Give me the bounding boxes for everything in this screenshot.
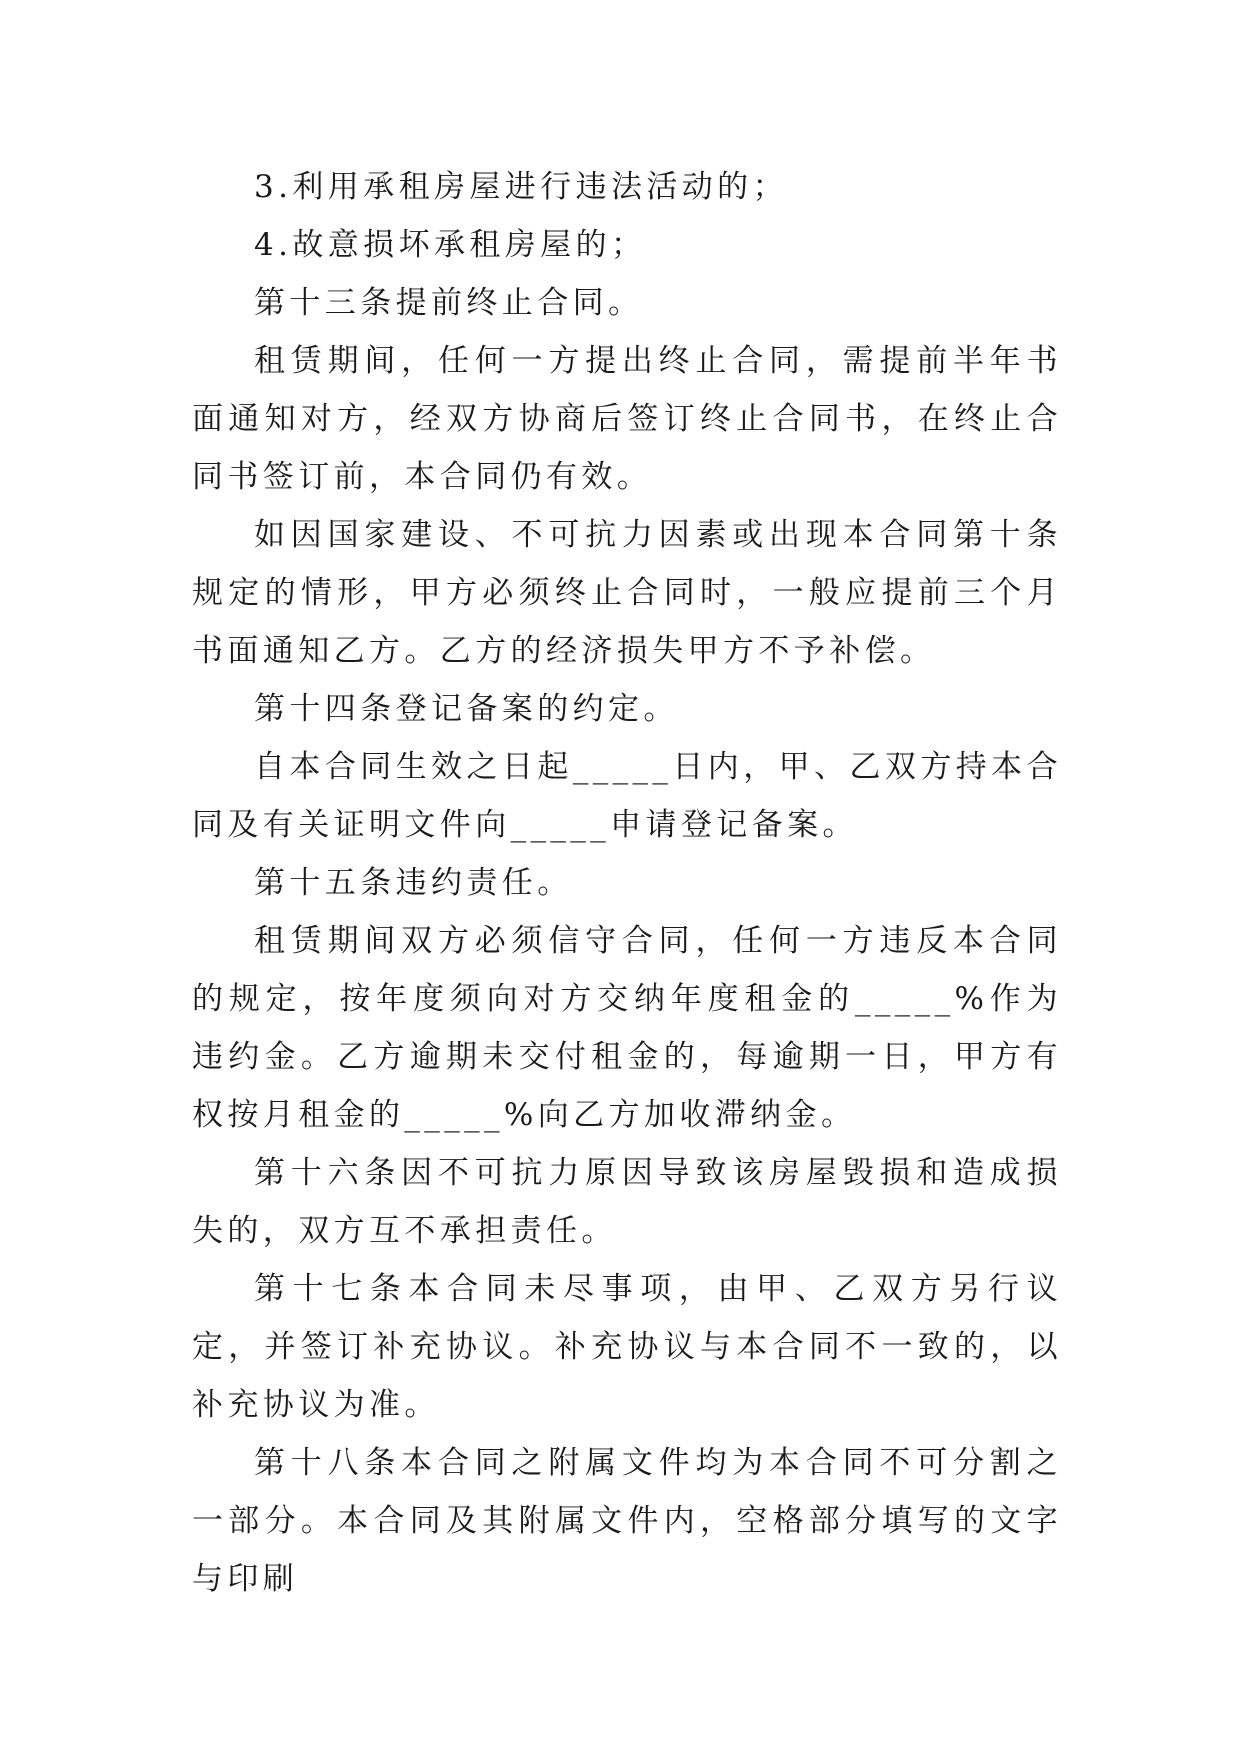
article-13-para-1: 租赁期间，任何一方提出终止合同，需提前半年书面通知对方，经双方协商后签订终止合同书，在终止合同书签订前，本合同仍有效。 xyxy=(192,343,1062,495)
article-13-para-2: 如因国家建设、不可抗力因素或出现本合同第十条规定的情形，甲方必须终止合同时，一般应提前三个月书面通知乙方。乙方的经济损失甲方不予补偿。 xyxy=(192,517,1062,669)
paragraph-item-4: 4.故意损坏承租房屋的； xyxy=(254,227,647,263)
paragraph-item-3: 3.利用承租房屋进行违法活动的； xyxy=(254,169,788,205)
article-15-para: 租赁期间双方必须信守合同，任何一方违反本合同的规定，按年度须向对方交纳年度租金的_____%作为违约金。乙方逾期未交付租金的，每逾期一日，甲方有权按月租金的_____%向乙方加收滞纳金。 xyxy=(192,923,1062,1133)
article-14-para: 自本合同生效之日起_____日内，甲、乙双方持本合同及有关证明文件向_____申请登记备案。 xyxy=(192,749,1062,843)
article-13-heading: 第十三条提前终止合同。 xyxy=(254,285,644,321)
document-page xyxy=(192,158,1062,1608)
article-14-heading: 第十四条登记备案的约定。 xyxy=(254,691,679,727)
article-15-heading: 第十五条违约责任。 xyxy=(254,865,573,901)
article-16-para: 第十六条因不可抗力原因导致该房屋毁损和造成损失的，双方互不承担责任。 xyxy=(192,1155,1062,1249)
article-18-para: 第十八条本合同之附属文件均为本合同不可分割之一部分。本合同及其附属文件内，空格部分填写的文字与印刷 xyxy=(192,1445,1062,1597)
article-17-para: 第十七条本合同未尽事项，由甲、乙双方另行议定，并签订补充协议。补充协议与本合同不一致的，以补充协议为准。 xyxy=(192,1271,1062,1423)
